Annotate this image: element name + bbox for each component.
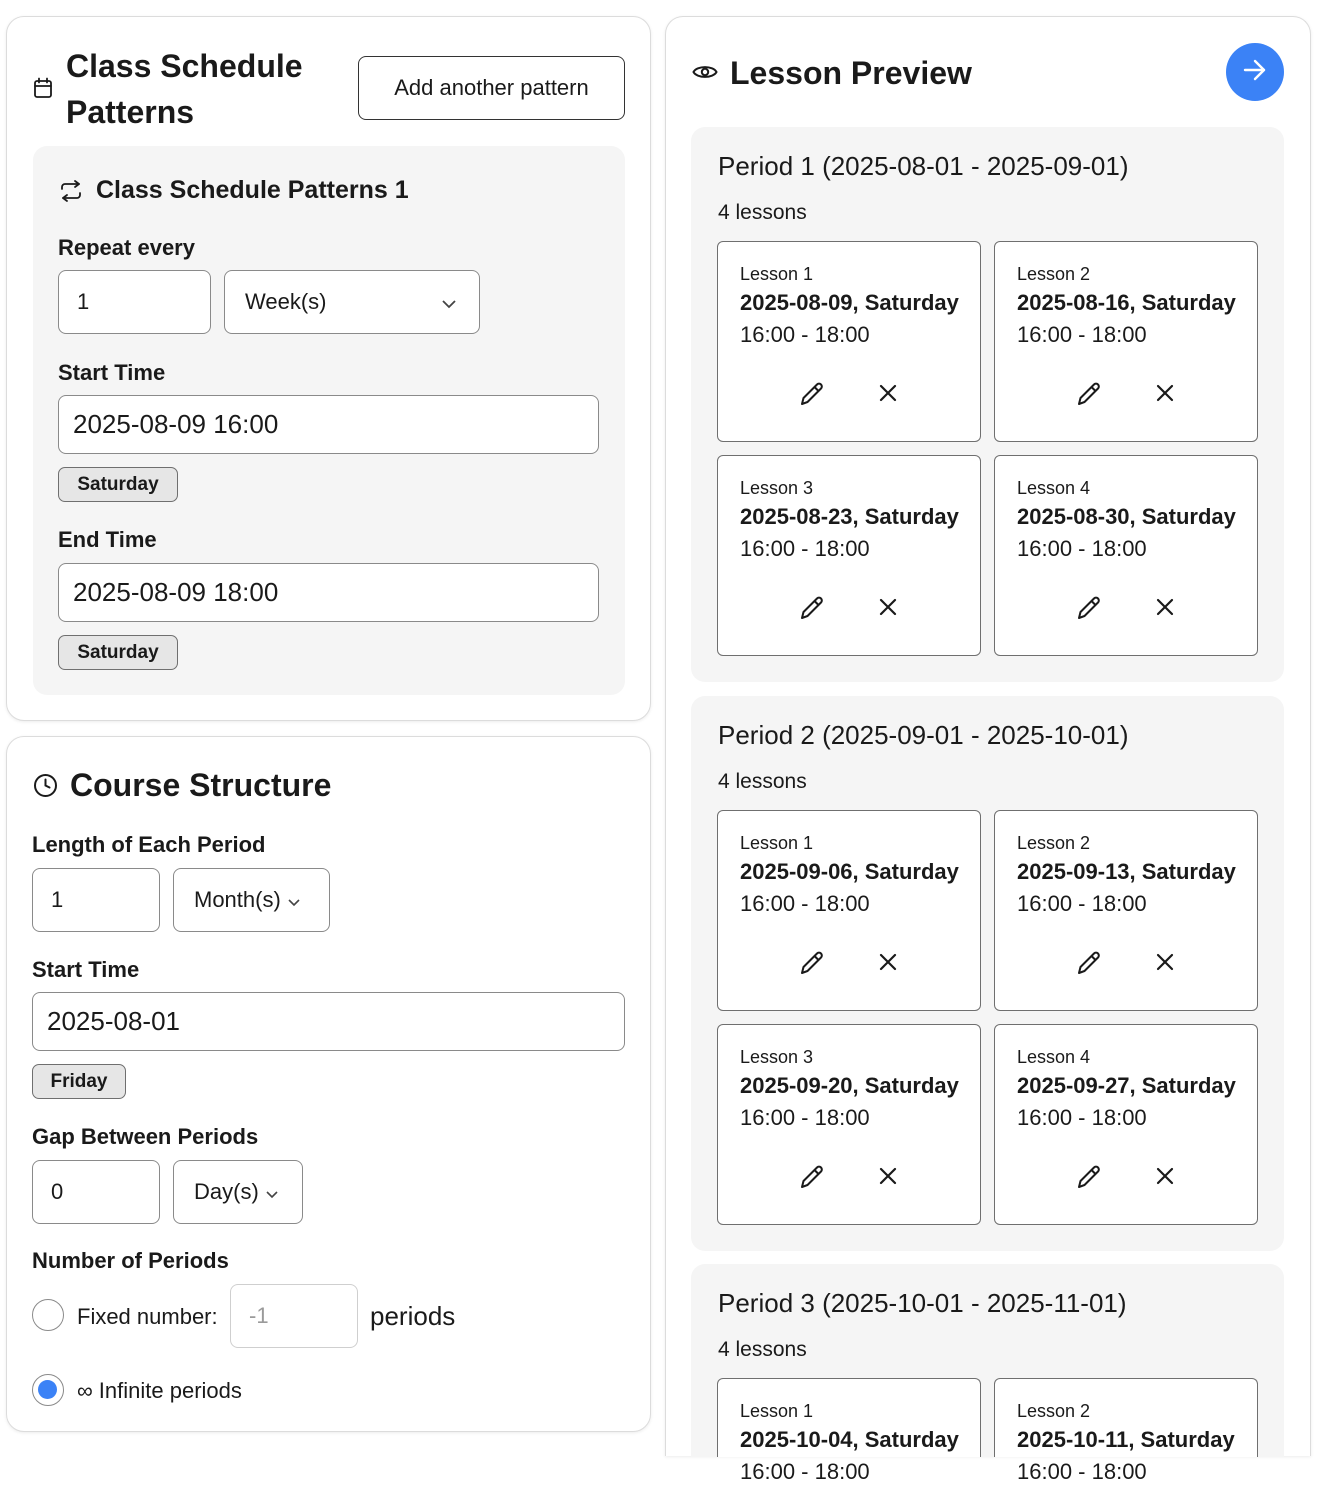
period-lesson-count: 4 lessons <box>718 770 807 793</box>
patterns-title: Class Schedule Patterns <box>66 48 303 130</box>
pencil-icon[interactable] <box>1075 949 1103 982</box>
lesson-time: 16:00 - 18:00 <box>740 322 870 347</box>
pencil-icon[interactable] <box>1075 380 1103 413</box>
period-1 <box>691 127 1284 682</box>
close-icon[interactable] <box>1154 382 1176 409</box>
period-title: Period 3 (2025-10-01 - 2025-11-01) <box>718 1288 1127 1318</box>
length-unit-select[interactable] <box>173 868 330 932</box>
period-lesson-count: 4 lessons <box>718 1338 807 1361</box>
close-icon[interactable] <box>877 951 899 978</box>
lesson-name: Lesson 2 <box>1017 1401 1091 1421</box>
lesson-card <box>717 1024 981 1225</box>
add-pattern-button[interactable]: Add another pattern <box>358 56 625 120</box>
close-icon[interactable] <box>877 1165 899 1192</box>
period-2 <box>691 696 1284 1251</box>
fixed-number-radio[interactable] <box>32 1299 64 1331</box>
start-time-input[interactable]: 2025-08-09 16:00 <box>58 395 599 454</box>
lesson-card <box>994 1024 1258 1225</box>
course-structure-title: Course Structure <box>70 767 332 803</box>
end-day-badge: Saturday <box>58 635 178 670</box>
lesson-card <box>994 455 1258 656</box>
close-icon[interactable] <box>1154 596 1176 623</box>
lesson-card <box>994 810 1258 1011</box>
lesson-card <box>994 1378 1258 1484</box>
lesson-time: 16:00 - 18:00 <box>1017 322 1147 347</box>
repeat-interval-input[interactable]: 1 <box>58 270 211 334</box>
lesson-name: Lesson 3 <box>740 1047 814 1067</box>
lesson-name: Lesson 1 <box>740 264 814 284</box>
chevron-down-icon <box>441 289 457 315</box>
pattern-title: Class Schedule Patterns 1 <box>96 176 409 204</box>
pattern-panel <box>33 146 625 695</box>
lesson-date: 2025-08-30, Saturday <box>1017 504 1236 529</box>
gap-unit-select[interactable] <box>173 1160 303 1224</box>
lesson-name: Lesson 4 <box>1017 1047 1091 1067</box>
lesson-date: 2025-08-09, Saturday <box>740 290 959 315</box>
fixed-number-input[interactable]: -1 <box>230 1284 358 1348</box>
next-button[interactable] <box>1226 43 1284 101</box>
lesson-name: Lesson 4 <box>1017 478 1091 498</box>
lesson-date: 2025-09-27, Saturday <box>1017 1073 1236 1098</box>
infinite-periods-radio[interactable] <box>32 1374 64 1406</box>
lesson-time: 16:00 - 18:00 <box>740 1459 870 1484</box>
lesson-date: 2025-09-20, Saturday <box>740 1073 959 1098</box>
calendar-icon <box>33 77 53 99</box>
lesson-time: 16:00 - 18:00 <box>1017 1105 1147 1130</box>
fixed-number-label: Fixed number: <box>77 1304 218 1329</box>
lesson-time: 16:00 - 18:00 <box>1017 536 1147 561</box>
period-3 <box>691 1264 1284 1484</box>
lesson-name: Lesson 1 <box>740 1401 814 1421</box>
pencil-icon[interactable] <box>798 1163 826 1196</box>
close-icon[interactable] <box>877 382 899 409</box>
lesson-card <box>717 455 981 656</box>
end-time-input[interactable]: 2025-08-09 18:00 <box>58 563 599 622</box>
close-icon[interactable] <box>1154 951 1176 978</box>
gap-label: Gap Between Periods <box>32 1124 259 1149</box>
close-icon[interactable] <box>877 596 899 623</box>
lesson-preview-title: Lesson Preview <box>730 55 972 91</box>
course-structure-card <box>6 736 651 1432</box>
period-title: Period 2 (2025-09-01 - 2025-10-01) <box>718 720 1129 750</box>
lesson-date: 2025-10-11, Saturday <box>1017 1427 1235 1452</box>
lesson-card <box>717 1378 981 1484</box>
lesson-card <box>994 241 1258 442</box>
end-time-label: End Time <box>58 527 157 552</box>
lesson-time: 16:00 - 18:00 <box>1017 1459 1147 1484</box>
repeat-label: Repeat every <box>58 235 195 260</box>
lesson-date: 2025-09-06, Saturday <box>740 859 959 884</box>
lesson-time: 16:00 - 18:00 <box>740 536 870 561</box>
gap-input[interactable]: 0 <box>32 1160 160 1224</box>
lesson-card <box>717 810 981 1011</box>
pencil-icon[interactable] <box>798 949 826 982</box>
lesson-date: 2025-08-23, Saturday <box>740 504 959 529</box>
lesson-date: 2025-08-16, Saturday <box>1017 290 1236 315</box>
repeat-icon <box>59 180 83 202</box>
length-label: Length of Each Period <box>32 832 266 857</box>
gap-unit-value: Day(s) <box>194 1179 259 1204</box>
repeat-unit-select[interactable] <box>224 270 480 334</box>
lesson-time: 16:00 - 18:00 <box>740 891 870 916</box>
start-time-label: Start Time <box>58 360 166 385</box>
lesson-name: Lesson 3 <box>740 478 814 498</box>
start-day-badge: Saturday <box>58 467 178 502</box>
lesson-card <box>717 241 981 442</box>
period-lesson-count: 4 lessons <box>718 201 807 224</box>
period-title: Period 1 (2025-08-01 - 2025-09-01) <box>718 151 1129 181</box>
lesson-time: 16:00 - 18:00 <box>740 1105 870 1130</box>
clock-icon <box>33 773 58 798</box>
structure-start-day-badge: Friday <box>32 1064 126 1099</box>
num-periods-label: Number of Periods <box>32 1248 229 1273</box>
lesson-date: 2025-09-13, Saturday <box>1017 859 1236 884</box>
chevron-down-icon <box>265 1179 279 1205</box>
lesson-name: Lesson 2 <box>1017 264 1091 284</box>
close-icon[interactable] <box>1154 1165 1176 1192</box>
pencil-icon[interactable] <box>1075 1163 1103 1196</box>
pencil-icon[interactable] <box>798 380 826 413</box>
infinite-periods-label: ∞ Infinite periods <box>77 1378 242 1403</box>
pencil-icon[interactable] <box>798 594 826 627</box>
repeat-unit-value: Week(s) <box>245 289 327 314</box>
structure-start-input[interactable]: 2025-08-01 <box>32 992 625 1051</box>
lesson-date: 2025-10-04, Saturday <box>740 1427 959 1452</box>
length-input[interactable]: 1 <box>32 868 160 932</box>
lesson-preview-card <box>665 16 1311 1484</box>
class-schedule-patterns-card <box>6 16 651 721</box>
lesson-name: Lesson 1 <box>740 833 814 853</box>
periods-suffix: periods <box>370 1301 456 1331</box>
lesson-time: 16:00 - 18:00 <box>1017 891 1147 916</box>
eye-icon <box>692 63 718 81</box>
structure-start-label: Start Time <box>32 957 140 982</box>
lesson-name: Lesson 2 <box>1017 833 1091 853</box>
arrow-right-icon <box>1242 58 1268 87</box>
length-unit-value: Month(s) <box>194 887 281 912</box>
chevron-down-icon <box>287 887 301 913</box>
pencil-icon[interactable] <box>1075 594 1103 627</box>
